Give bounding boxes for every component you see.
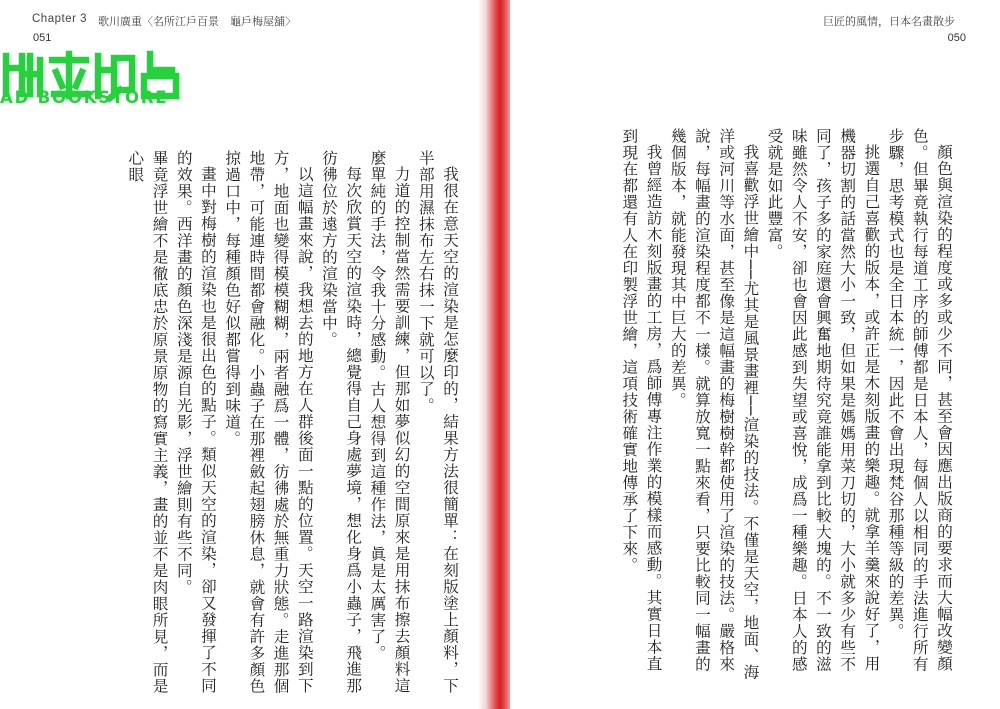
paragraph: 畫中對梅樹的渲染也是很出色的點子。類似天空的渲染，卻又發揮了不同的效果。西洋畫的顏色深淺是源自光影，浮世繪則有些不同。 bbox=[174, 150, 217, 694]
left-page bbox=[0, 0, 490, 709]
right-page-body bbox=[617, 128, 956, 688]
paragraph: 力道的控制當然需要訓練，但那如夢似幻的空間原來是用抹布擦去顏料這麼單純的手法，令我十分感動。古人想得到這種作法，眞是太厲害了。 bbox=[368, 150, 411, 694]
paragraph: 我曾經造訪木刻版畫的工房，爲師傅專注作業的模樣而感動。其實日本直到現在都還有人在印製浮世繪，這項技術確實地傳承了下來。 bbox=[620, 128, 663, 672]
right-running-title: 巨匠的風情，日本名畫散步 bbox=[823, 15, 955, 28]
paragraph: 畢竟浮世繪不是徹底忠於原景原物的寫實主義，畫的並不是肉眼所見，而是心眼 bbox=[126, 150, 169, 695]
right-page-number: 050 bbox=[947, 32, 966, 44]
paragraph: 以這幅畫來說，我想去的地方在人群後面一點的位置。天空一路渲染到下方，地面也變得模模糊糊，兩者融爲一體，彷彿處於無重力狀態。走進那個地帶，可能連時間都會融化。小蟲子在那裡斂起翅膀休息，就會有許多顏色掠過口中，每種顏色好似都嘗得到味道。 bbox=[223, 150, 314, 695]
left-running-title: 歌川廣重〈名所江戶百景 龜戶梅屋舖〉 bbox=[98, 15, 296, 28]
left-page-number: 051 bbox=[33, 32, 52, 44]
paragraph: 挑選自己喜歡的版本，或許正是木刻版畫的樂趣。就拿羊羹來說好了，用機器切割的話當然大小一致，但如果是媽媽用菜刀切的，大小就多少有些不同了，孩子多的家庭還會興奮地期待究竟誰能拿到比較大塊的。不一致的滋味雖然令人不安，卻也會因此感到失望或喜悅，成爲一種樂趣。日本人的感受就是如此豐富。 bbox=[765, 128, 881, 673]
chapter-label: Chapter 3 bbox=[32, 13, 88, 25]
paragraph: 顏色與渲染的程度或多或少不同，甚至會因應出版商的要求而大幅改變顏色。但畢竟執行每道工序的師傅都是日本人，每個人以相同的手法進行所有步驟，思考模式也是全日本統一，因此不會出現梵谷那種等級的差異。 bbox=[886, 128, 953, 673]
left-page-body bbox=[123, 150, 462, 695]
right-page bbox=[510, 0, 1000, 709]
paragraph: 我很在意天空的渲染是怎麼印的，結果方法很簡單：在刻版塗上顏料，下半部用濕抹布左右抹一下就可以了。 bbox=[416, 150, 459, 694]
paragraph: 我喜歡浮世繪中──尤其是風景畫裡──渲染的技法。不僅是天空，地面、海洋或河川等水面，甚至像是這幅畫的梅樹樹幹都使用了渲染的技法。嚴格來說，每幅畫的渲染程度都不一樣。就算放寬一點來看，只要比較同一幅畫的幾個版本，就能發現其中巨大的差異。 bbox=[668, 128, 760, 680]
watermark-text: AD BOOKSTORE bbox=[0, 88, 169, 107]
paragraph: 每次欣賞天空的渲染時，總覺得自己身處夢境，想化身爲小蟲子，飛進那彷彿位於遠方的渲染當中。 bbox=[319, 150, 363, 694]
